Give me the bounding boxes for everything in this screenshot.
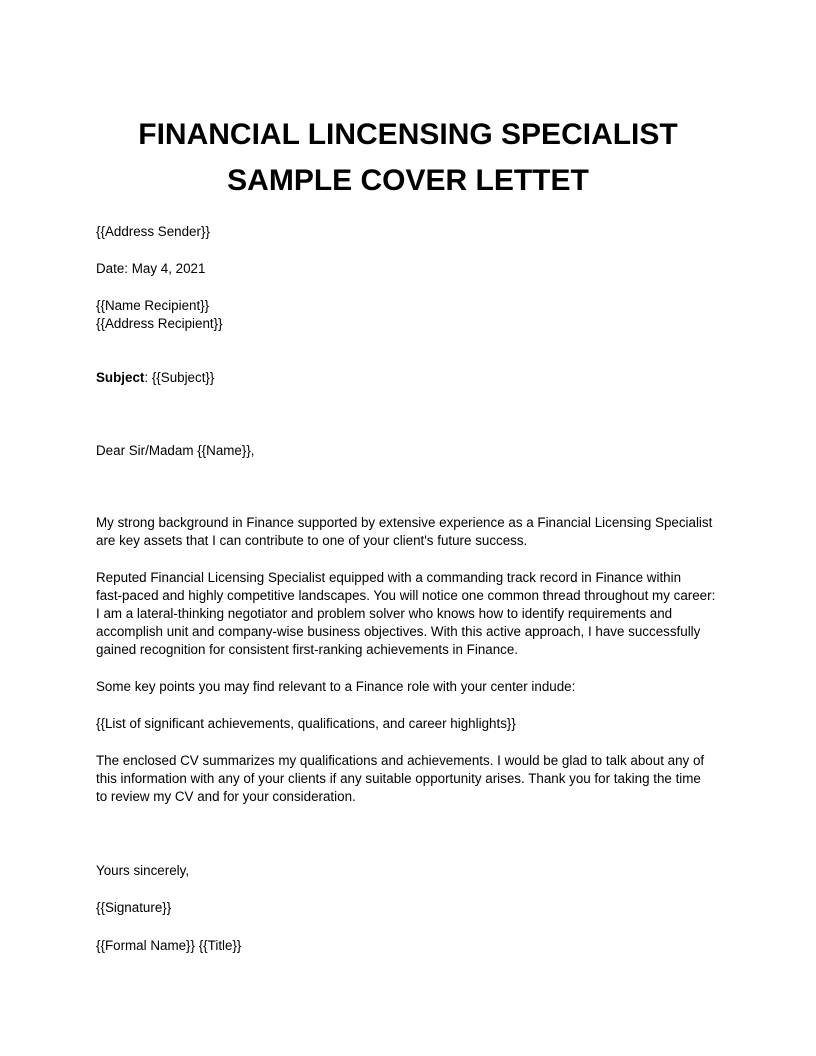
recipient-name: {{Name Recipient}} xyxy=(96,298,210,313)
paragraph-2-line: gained recognition for consistent first-ranking achievements in Finance. xyxy=(96,642,519,657)
letter-date: Date: May 4, 2021 xyxy=(96,261,206,276)
title-line-2: SAMPLE COVER LETTET xyxy=(227,164,589,197)
paragraph-5 xyxy=(96,752,736,806)
paragraph-2 xyxy=(96,569,736,659)
paragraph-5-line: The enclosed CV summarizes my qualifications and achievements. I would be glad to talk about any of xyxy=(96,753,705,768)
paragraph-2-line: fast-paced and highly competitive landscapes. You will notice one common thread throughout my career: xyxy=(96,588,716,603)
paragraph-5-line: this information with any of your clients if any suitable opportunity arises. Thank you for taking the time xyxy=(96,771,701,786)
paragraph-4: {{List of significant achievements, qualifications, and career highlights}} xyxy=(96,716,516,731)
formal-name: {{Formal Name}} {{Title}} xyxy=(96,938,242,953)
closing: Yours sincerely, xyxy=(96,863,190,878)
title-line-1: FINANCIAL LINCENSING SPECIALIST xyxy=(138,118,678,151)
paragraph-1-line: are key assets that I can contribute to one of your client's future success. xyxy=(96,533,528,548)
subject-line xyxy=(96,369,736,387)
paragraph-2-line: Reputed Financial Licensing Specialist equipped with a commanding track record in Finance within xyxy=(96,570,682,585)
paragraph-1 xyxy=(96,514,736,550)
paragraph-1-line: My strong background in Finance supported by extensive experience as a Financial Licensing Specialist xyxy=(96,515,713,530)
paragraph-3: Some key points you may find relevant to a Finance role with your center indude: xyxy=(96,679,576,694)
salutation: Dear Sir/Madam {{Name}}, xyxy=(96,443,255,458)
paragraph-2-line: I am a lateral-thinking negotiator and problem solver who knows how to identify requirements and xyxy=(96,606,673,621)
recipient-block xyxy=(96,297,736,333)
paragraph-2-line: accomplish unit and company-wise business objectives. With this active approach, I have successfully xyxy=(96,624,701,639)
signature: {{Signature}} xyxy=(96,900,172,915)
paragraph-5-line: to review my CV and for your consideration. xyxy=(96,789,356,804)
subject-value: : {{Subject}} xyxy=(144,370,215,385)
document-title xyxy=(0,112,816,204)
sender-address: {{Address Sender}} xyxy=(96,224,210,239)
subject-label: Subject xyxy=(96,370,145,385)
recipient-address: {{Address Recipient}} xyxy=(96,316,223,331)
